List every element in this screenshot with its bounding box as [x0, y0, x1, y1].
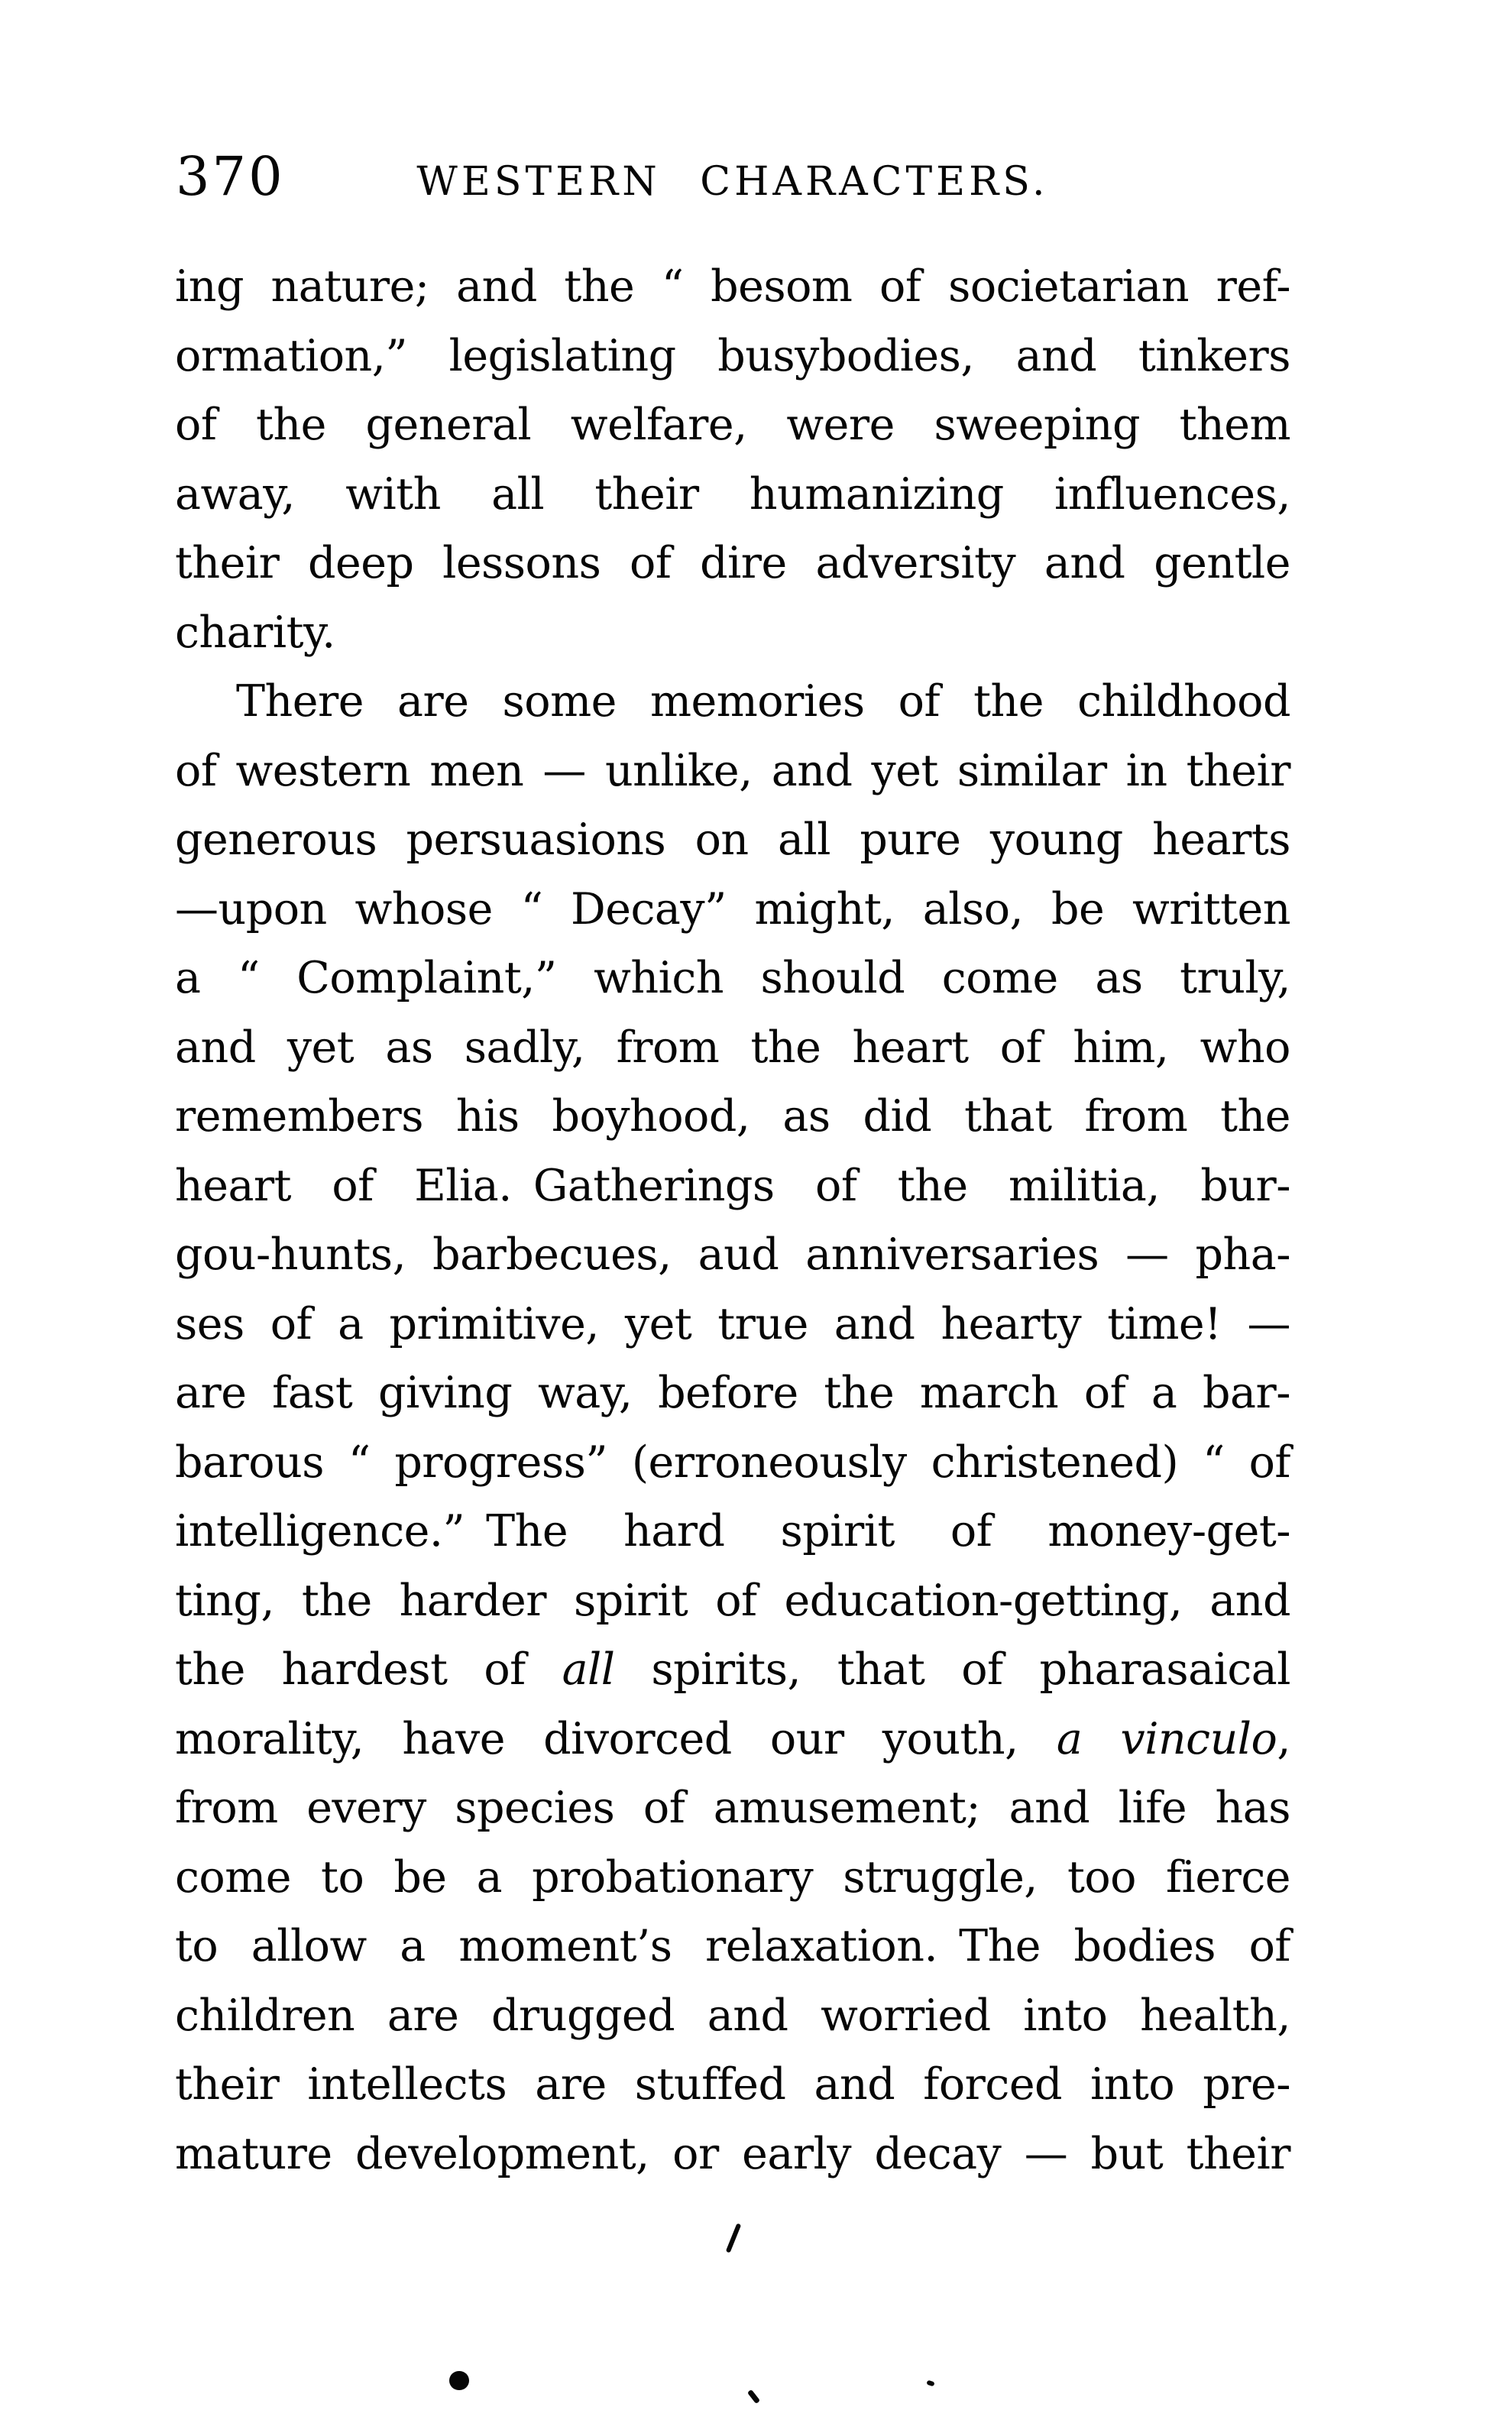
text-line	[175, 390, 1290, 460]
ink-speck	[926, 2380, 934, 2387]
text-body	[175, 252, 1290, 2188]
text-line	[175, 1843, 1290, 1913]
text-segment: a “ Complaint,” which should come as truly,	[175, 953, 1290, 1003]
text-segment: their deep lessons of dire adversity and gentle	[175, 538, 1290, 588]
text-line	[175, 1635, 1290, 1705]
text-line	[175, 1359, 1290, 1428]
text-segment: There are some memories of the childhood	[236, 676, 1290, 727]
ink-tick-mark	[747, 2389, 760, 2404]
text-line	[175, 1912, 1290, 1981]
text-segment: from every species of amusement; and life has	[175, 1783, 1290, 1833]
text-line	[175, 875, 1290, 944]
text-segment: spirits, that of pharasaical	[614, 1644, 1290, 1695]
text-line	[175, 1290, 1290, 1359]
text-segment: —upon whose “ Decay” might, also, be written	[175, 883, 1290, 935]
text-segment: the hardest of	[175, 1644, 562, 1695]
text-line	[175, 460, 1290, 530]
text-line	[175, 1152, 1290, 1221]
text-line	[175, 2050, 1290, 2120]
text-line	[175, 737, 1290, 806]
text-segment: ing nature; and the “ besom of societarian ref-	[175, 261, 1290, 312]
text-line	[175, 2120, 1290, 2189]
text-line	[175, 1981, 1290, 2051]
text-segment: of the general welfare, were sweeping them	[175, 400, 1290, 450]
italic-text-segment: a vinculo	[1056, 1713, 1277, 1764]
text-segment: gou-hunts, barbecues, aud anniversaries — pha-	[175, 1229, 1290, 1280]
text-line	[175, 944, 1290, 1013]
italic-text-segment: all	[562, 1644, 615, 1695]
text-line	[175, 667, 1290, 737]
text-line	[175, 1705, 1290, 1774]
text-segment: remembers his boyhood, as did that from the	[175, 1091, 1290, 1142]
text-line	[175, 1013, 1290, 1083]
text-segment: mature development, or early decay — but their	[175, 2128, 1290, 2179]
text-segment: away, with all their humanizing influences,	[175, 468, 1290, 520]
text-segment: children are drugged and worried into health,	[175, 1990, 1290, 2041]
text-line	[175, 805, 1290, 875]
text-line	[175, 529, 1290, 598]
text-line	[175, 322, 1290, 391]
text-segment: and yet as sadly, from the heart of him, who	[175, 1022, 1290, 1073]
text-segment: are fast giving way, before the march of a bar-	[175, 1368, 1290, 1418]
text-line	[175, 1566, 1290, 1636]
text-line	[175, 1220, 1290, 1290]
page-number: 370	[176, 145, 285, 208]
text-segment: heart of Elia. Gatherings of the militia, bur-	[175, 1160, 1290, 1211]
text-segment: ses of a primitive, yet true and hearty time! —	[175, 1298, 1290, 1349]
ink-dot	[449, 2371, 469, 2390]
text-segment: of western men — unlike, and yet similar in their	[175, 745, 1290, 796]
text-line	[175, 598, 1290, 668]
text-line	[175, 1497, 1290, 1566]
text-segment: charity.	[175, 607, 335, 658]
running-header: WESTERN CHARACTERS.	[416, 159, 1049, 205]
text-segment: ,	[1277, 1713, 1290, 1764]
text-line	[175, 252, 1290, 322]
text-segment: generous persuasions on all pure young hearts	[175, 815, 1290, 865]
text-line	[175, 1082, 1290, 1152]
ink-slash-mark	[726, 2223, 742, 2253]
text-line	[175, 1428, 1290, 1498]
text-line	[175, 1773, 1290, 1843]
text-segment: intelligence.” The hard spirit of money-get-	[175, 1506, 1290, 1556]
text-segment: barous “ progress” (erroneously christened) “ of	[175, 1437, 1290, 1488]
text-segment: come to be a probationary struggle, too fierce	[175, 1851, 1290, 1903]
text-segment: morality, have divorced our youth,	[175, 1713, 1057, 1764]
text-segment: ting, the harder spirit of education-getting, and	[175, 1575, 1290, 1626]
text-segment: their intellects are stuffed and forced into pre-	[175, 2059, 1290, 2110]
text-segment: to allow a moment’s relaxation. The bodies of	[175, 1921, 1290, 1971]
text-segment: ormation,” legislating busybodies, and tinkers	[175, 330, 1290, 381]
